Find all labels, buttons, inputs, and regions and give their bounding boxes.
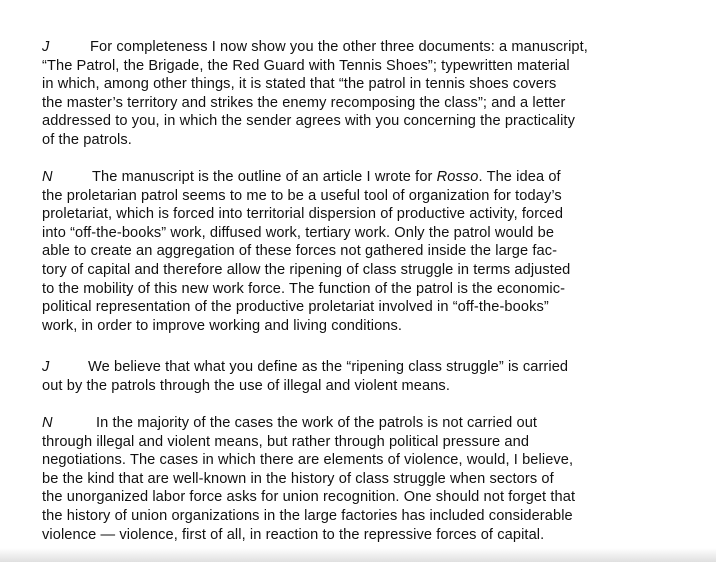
paragraph-line: able to create an aggregation of these forces not gathered inside the large fac-	[42, 243, 558, 260]
paragraph-text: The manuscript is the outline of an article I wrote for	[92, 169, 437, 185]
paragraph-line: out by the patrols through the use of illegal and violent means.	[42, 377, 450, 394]
paragraph-line: proletariat, which is forced into territorial dispersion of productive activity, forced	[42, 206, 564, 223]
dialogue-paragraph-j-2	[42, 358, 682, 395]
publication-title: Rosso	[436, 169, 479, 185]
paragraph-line: violence — violence, first of all, in reaction to the repressive forces of capital.	[42, 526, 545, 543]
speaker-label: J	[42, 359, 50, 375]
paragraph-line: the master’s territory and strikes the enemy recomposing the class”; and a letter	[42, 94, 566, 111]
paragraph-line: political representation of the productive proletariat involved in “off-the-books”	[42, 299, 549, 316]
paragraph-line: in which, among other things, it is stated that “the patrol in tennis shoes covers	[42, 76, 557, 93]
paragraph-line: through illegal and violent means, but rather through political pressure and	[42, 433, 530, 450]
paragraph-line: into “off-the-books” work, diffused work, tertiary work. Only the patrol would be	[42, 224, 555, 241]
paragraph-line: tory of capital and therefore allow the ripening of class struggle in terms adjusted	[42, 261, 571, 278]
page-bottom-shadow	[0, 548, 716, 562]
paragraph-line: work, in order to improve working and living conditions.	[42, 317, 403, 334]
paragraph-line	[42, 38, 682, 57]
paragraph-line: be the kind that are well-known in the history of class struggle when sectors of	[42, 470, 554, 487]
paragraph-line: the proletarian patrol seems to me to be a useful tool of organization for today’s	[42, 187, 562, 204]
paragraph-line: to the mobility of this new work force. The function of the patrol is the economic-	[42, 280, 566, 297]
paragraph-text: In the majority of the cases the work of the patrols is not carried out	[96, 415, 538, 431]
paragraph-line: negotiations. The cases in which there are elements of violence, would, I believe,	[42, 452, 574, 469]
paragraph-line: the history of union organizations in the large factories has included considerable	[42, 507, 573, 524]
speaker-label: J	[42, 39, 50, 55]
paragraph-text: For completeness I now show you the other three documents: a manuscript,	[90, 39, 588, 55]
paragraph-text: . The idea of	[478, 169, 561, 185]
speaker-label: N	[42, 169, 53, 185]
dialogue-paragraph-n-2	[42, 414, 682, 544]
paragraph-line	[42, 358, 682, 377]
dialogue-paragraph-j-1	[42, 38, 682, 150]
paragraph-line: “The Patrol, the Brigade, the Red Guard with Tennis Shoes”; typewritten material	[42, 57, 570, 74]
paragraph-line: the unorganized labor force asks for union recognition. One should not forget that	[42, 489, 576, 506]
paragraph-text: We believe that what you define as the “ripening class struggle” is carried	[88, 359, 569, 375]
paragraph-line	[42, 414, 682, 433]
paragraph-line: of the patrols.	[42, 131, 132, 148]
paragraph-line	[42, 168, 682, 187]
paragraph-line: addressed to you, in which the sender agrees with you concerning the practicality	[42, 113, 575, 130]
dialogue-paragraph-n-1	[42, 168, 682, 335]
speaker-label: N	[42, 415, 53, 431]
